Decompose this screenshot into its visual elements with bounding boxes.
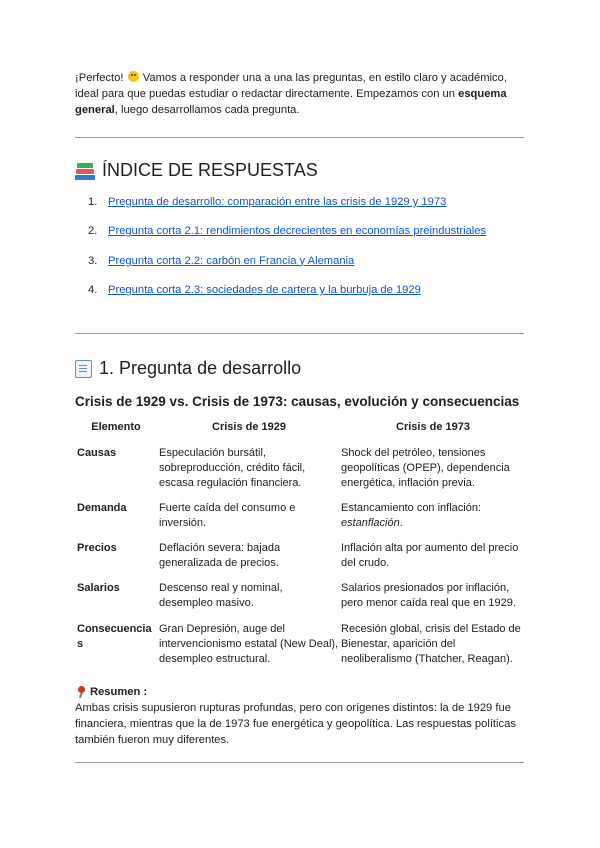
pushpin-icon [75,686,87,698]
index-link-1[interactable]: Pregunta de desarrollo: comparación entre las crisis de 1929 y 1973 [108,196,447,208]
summary-heading [75,684,525,700]
table-header: Crisis de 1929 [212,421,286,433]
index-item [88,284,486,313]
table-row [75,446,525,501]
table-cell-1929: Descenso real y nominal, desempleo masivo. [159,582,283,609]
table-cell-element: Demanda [77,502,127,514]
table-cell-1929: Fuerte caída del consumo e inversión. [159,502,296,529]
table-cell-1973: Salarios presionados por inflación, pero menor caída real que en 1929. [341,582,516,609]
table-row [75,622,525,677]
index-title: ÍNDICE DE RESPUESTAS [102,160,318,180]
table-cell-text: Estancamiento con inflación: [341,502,482,514]
table-row [75,581,525,622]
index-item [88,196,486,225]
index-heading [75,160,318,181]
table-header: Crisis de 1973 [396,421,470,433]
index-item-number: 2. [88,225,98,238]
index-item [88,255,486,284]
table-cell-1973: Shock del petróleo, tensiones geopolíticas (OPEP), dependencia energética, inflación previa. [341,447,510,489]
table-cell-element: Salarios [77,582,120,594]
table-cell-element: Consecuencias [77,623,152,650]
intro-paragraph [75,70,525,118]
table-row [75,541,525,581]
table-cell-1929: Especulación bursátil, sobreproducción, crédito fácil, escasa regulación financiera. [159,447,306,489]
smile-emoji-icon [128,71,139,82]
table-header: Elemento [91,421,141,433]
table-cell-text: . [399,517,403,529]
section-heading [75,358,301,379]
table-cell-1929: Deflación severa: bajada generalizada de precios. [159,542,281,569]
table-cell-1929: Gran Depresión, auge del intervencionismo estatal (New Deal), desempleo estructural. [159,623,339,665]
section-title: 1. Pregunta de desarrollo [99,358,302,378]
table-header-row [75,420,525,446]
index-list [88,196,486,314]
summary-text: Ambas crisis supusieron rupturas profundas, pero con orígenes distintos: la de 1929 fue financiera, mientras que la de 1973 fue energética y geopolítica. Las respuestas políticas también fueron muy diferentes. [75,702,516,746]
intro-bold: esquema general [75,88,507,116]
index-item-number: 1. [88,196,98,208]
index-link-3[interactable]: Pregunta corta 2.2: carbón en Francia y Alemania [108,254,355,267]
table-cell-1973: Recesión global, crisis del Estado de Bienestar, aparición del neoliberalismo (Thatcher, Reagan). [341,623,521,665]
divider [75,333,524,334]
divider [75,137,524,138]
index-item [88,225,486,254]
section-subtitle: Crisis de 1929 vs. Crisis de 1973: causas, evolución y consecuencias [75,394,520,409]
divider [75,762,524,763]
table-cell-element: Precios [77,542,117,554]
table-cell-element: Causas [77,447,117,459]
summary-block [75,684,525,748]
table-cell-italic: estanflación [341,517,400,529]
table-cell-1973 [339,501,525,541]
intro-text-2: Vamos a responder una a una las preguntas, en estilo claro y académico, ideal para que puedas estudiar o redactar directamente. Empezamos con un [75,72,507,100]
index-link-2[interactable]: Pregunta corta 2.1: rendimientos decrecientes en economías preindustriales [108,225,487,238]
summary-title: Resumen [90,686,141,698]
table-cell-1973: Inflación alta por aumento del precio del crudo. [341,542,519,569]
books-icon [75,162,95,180]
summary-colon: : [143,686,148,698]
intro-text-3: , luego desarrollamos cada pregunta. [114,104,300,116]
index-link-4[interactable]: Pregunta corta 2.3: sociedades de cartera y la burbuja de 1929 [108,284,421,297]
comparison-table [75,420,525,677]
intro-text-1: ¡Perfecto! [75,72,127,84]
index-item-number: 4. [88,284,98,297]
document-icon [75,360,92,378]
index-item-number: 3. [88,254,98,267]
table-row [75,501,525,541]
